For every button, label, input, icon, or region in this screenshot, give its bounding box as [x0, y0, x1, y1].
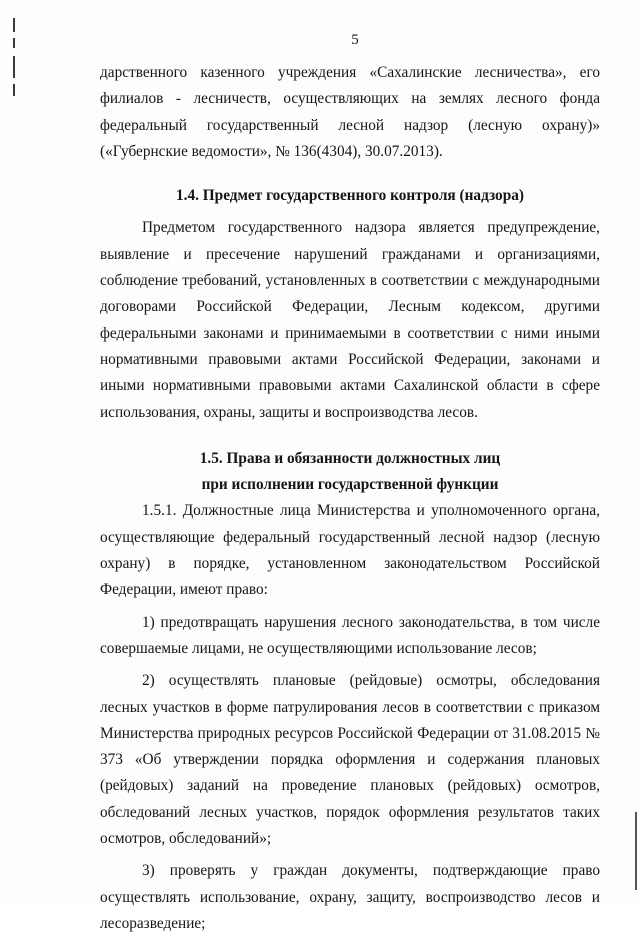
- section-1-5-heading-line2: при исполнении государственной функции: [201, 476, 499, 494]
- section-1-4-heading: 1.4. Предмет государственного контроля (надзора): [176, 187, 524, 205]
- scan-edge-mark: [635, 812, 637, 890]
- page-number: 5: [351, 32, 359, 48]
- section-1-4-paragraph: Предметом государственного надзора является предупреждение, выявление и пресечение нарушений гражданами и организациями, соблюдение требований, установленных в соответствии с международными договорами Российской Федерации, Лесным кодексом, другими федеральными законами и принимаемыми в соответствии с ними иными нормативными правовыми актами Российской Федерации, законами и иными нормативными правовыми актами Сахалинской области в сфере использования, охраны, защиты и воспроизводства лесов.: [100, 219, 600, 421]
- binding-marks: [13, 18, 16, 98]
- document-body: [100, 60, 600, 937]
- intro-paragraph: дарственного казенного учреждения «Сахалинские лесничества», его филиалов - лесничеств, осуществляющих на землях лесного фонда федеральный государственный лесной надзор (лесную охрану)» («Губернские ведомости», № 136(4304), 30.07.2013).: [100, 64, 600, 160]
- list-item-3: 3) проверять у граждан документы, подтверждающие право осуществлять использование, охрану, защиту, воспроизводство лесов и лесоразведение;: [100, 862, 600, 932]
- section-1-5-1-paragraph: 1.5.1. Должностные лица Министерства и уполномоченного органа, осуществляющие федеральный государственный лесной надзор (лесную охрану) в порядке, установленном законодательством Российской Федерации, имеют право:: [100, 502, 600, 599]
- list-item-2: 2) осуществлять плановые (рейдовые) осмотры, обследования лесных участков в форме патрулирования лесов в соответствии с приказом Министерства природных ресурсов Российской Федерации от 31.08.2015 № 373 «Об утверждении порядка оформления и содержания плановых (рейдовых) заданий на проведение плановых (рейдовых) осмотров, обследований лесных участков, порядок оформления результатов таких осмотров, обследований»;: [100, 672, 600, 848]
- section-1-5-heading-line1: 1.5. Права и обязанности должностных лиц: [199, 449, 501, 467]
- list-item-1: 1) предотвращать нарушения лесного законодательства, в том числе совершаемые лицами, не осуществляющими использование лесов;: [100, 613, 600, 657]
